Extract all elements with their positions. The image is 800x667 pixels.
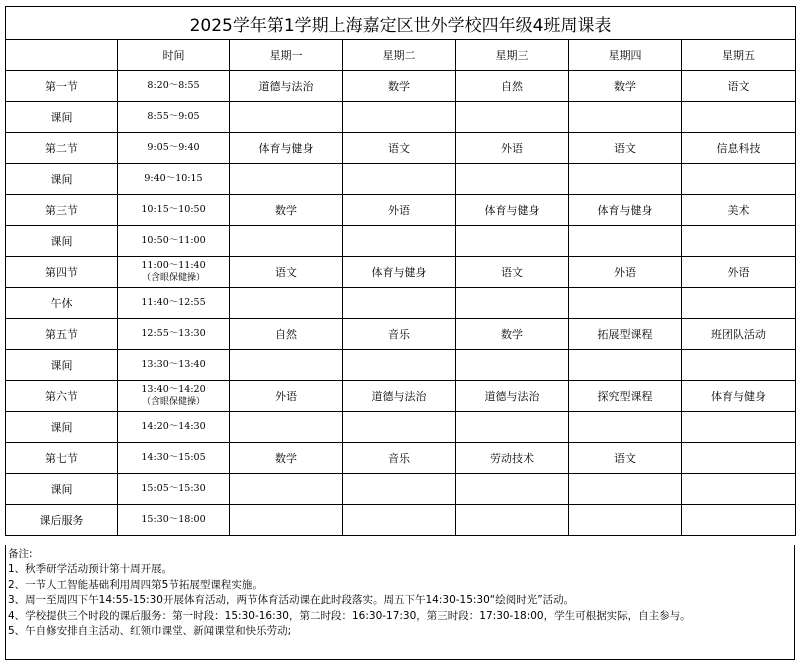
subject-cell: 外语 [682, 257, 796, 288]
period-label: 课后服务 [6, 505, 118, 536]
header-friday: 星期五 [682, 40, 796, 71]
subject-cell [343, 226, 456, 257]
period-time-text: 9:40～10:15 [144, 173, 203, 184]
header-tuesday: 星期二 [343, 40, 456, 71]
table-row [6, 288, 796, 319]
subject-cell: 体育与健身 [569, 195, 682, 226]
subject-cell [456, 350, 569, 381]
subject-cell [456, 288, 569, 319]
period-label: 课间 [6, 226, 118, 257]
subject-cell [343, 102, 456, 133]
period-label: 课间 [6, 412, 118, 443]
subject-cell [569, 288, 682, 319]
period-time [118, 102, 230, 133]
period-time-text: 8:55～9:05 [147, 111, 200, 122]
timetable-sheet [5, 6, 795, 536]
period-time-note: （含眼保健操） [141, 397, 205, 407]
period-label: 第二节 [6, 133, 118, 164]
period-time-text: 10:50～11:00 [141, 235, 206, 246]
subject-cell [230, 505, 343, 536]
period-time [118, 350, 230, 381]
subject-cell: 音乐 [343, 319, 456, 350]
table-row [6, 412, 796, 443]
subject-cell [230, 350, 343, 381]
period-time-text: 15:05～15:30 [141, 483, 206, 494]
header-corner [6, 40, 118, 71]
period-time [118, 412, 230, 443]
subject-cell [456, 102, 569, 133]
period-label: 第五节 [6, 319, 118, 350]
subject-cell: 数学 [569, 71, 682, 102]
period-time [118, 443, 230, 474]
subject-cell [569, 226, 682, 257]
subject-cell: 语文 [682, 71, 796, 102]
period-label: 午休 [6, 288, 118, 319]
period-time [118, 288, 230, 319]
timetable-body [6, 71, 796, 536]
subject-cell [682, 412, 796, 443]
period-time [118, 195, 230, 226]
subject-cell: 数学 [230, 195, 343, 226]
subject-cell [682, 102, 796, 133]
subject-cell: 外语 [343, 195, 456, 226]
subject-cell: 探究型课程 [569, 381, 682, 412]
subject-cell: 语文 [230, 257, 343, 288]
table-row [6, 319, 796, 350]
subject-cell [230, 102, 343, 133]
table-row [6, 257, 796, 288]
subject-cell: 班团队活动 [682, 319, 796, 350]
table-row [6, 443, 796, 474]
subject-cell [682, 474, 796, 505]
period-time-text: 14:30～15:05 [141, 452, 206, 463]
subject-cell [456, 412, 569, 443]
table-row [6, 350, 796, 381]
period-time-text: 11:40～12:55 [141, 297, 206, 308]
header-row [6, 40, 796, 71]
header-monday: 星期一 [230, 40, 343, 71]
period-time-text: 11:00～11:40 [141, 260, 206, 271]
note-item: 2、一节人工智能基础利用周四第5节拓展型课程实施。 [8, 578, 263, 591]
subject-cell [343, 412, 456, 443]
subject-cell [230, 474, 343, 505]
subject-cell: 道德与法治 [456, 381, 569, 412]
subject-cell [456, 226, 569, 257]
subject-cell [569, 412, 682, 443]
header-thursday: 星期四 [569, 40, 682, 71]
subject-cell: 数学 [456, 319, 569, 350]
period-time-text: 12:55～13:30 [141, 328, 206, 339]
period-time [118, 474, 230, 505]
table-row [6, 133, 796, 164]
subject-cell: 外语 [456, 133, 569, 164]
subject-cell: 道德与法治 [230, 71, 343, 102]
timetable [5, 6, 796, 536]
subject-cell [343, 505, 456, 536]
subject-cell: 美术 [682, 195, 796, 226]
period-time-text: 14:20～14:30 [141, 421, 206, 432]
period-label: 第六节 [6, 381, 118, 412]
subject-cell: 数学 [343, 71, 456, 102]
subject-cell [569, 102, 682, 133]
period-label: 课间 [6, 474, 118, 505]
notes-section [5, 545, 795, 660]
subject-cell [682, 350, 796, 381]
period-time [118, 319, 230, 350]
period-time-text: 13:40～14:20 [141, 384, 206, 395]
subject-cell: 语文 [569, 133, 682, 164]
subject-cell [682, 288, 796, 319]
subject-cell [343, 474, 456, 505]
subject-cell: 拓展型课程 [569, 319, 682, 350]
subject-cell [682, 443, 796, 474]
note-item: 3、周一至周四下午14:55-15:30开展体育活动，两节体育活动课在此时段落实。周五下午14:30-15:30“绘阅时光”活动。 [8, 594, 575, 607]
subject-cell: 信息科技 [682, 133, 796, 164]
subject-cell: 体育与健身 [682, 381, 796, 412]
period-time [118, 164, 230, 195]
note-item: 5、午自修安排自主活动、红领巾课堂、新闻课堂和快乐劳动; [8, 625, 292, 638]
period-label: 课间 [6, 164, 118, 195]
period-time-note: （含眼保健操） [141, 273, 205, 283]
subject-cell: 道德与法治 [343, 381, 456, 412]
table-row [6, 195, 796, 226]
table-row [6, 102, 796, 133]
subject-cell: 语文 [343, 133, 456, 164]
period-time-text: 15:30～18:00 [141, 514, 206, 525]
period-time [118, 257, 230, 288]
subject-cell [456, 474, 569, 505]
subject-cell: 体育与健身 [456, 195, 569, 226]
period-time [118, 226, 230, 257]
period-time [118, 381, 230, 412]
subject-cell: 外语 [230, 381, 343, 412]
subject-cell [343, 350, 456, 381]
subject-cell [230, 226, 343, 257]
subject-cell [343, 164, 456, 195]
subject-cell [682, 164, 796, 195]
period-time [118, 71, 230, 102]
subject-cell [569, 350, 682, 381]
subject-cell [230, 288, 343, 319]
subject-cell: 语文 [456, 257, 569, 288]
table-row [6, 71, 796, 102]
page-title: 2025学年第1学期上海嘉定区世外学校四年级4班周课表 [6, 7, 796, 40]
period-time-text: 10:15～10:50 [141, 204, 206, 215]
table-row [6, 474, 796, 505]
period-label: 第四节 [6, 257, 118, 288]
subject-cell: 数学 [230, 443, 343, 474]
subject-cell [456, 505, 569, 536]
period-time-text: 9:05～9:40 [147, 142, 200, 153]
subject-cell [569, 164, 682, 195]
subject-cell [230, 164, 343, 195]
period-time-text: 13:30～13:40 [141, 359, 206, 370]
subject-cell: 体育与健身 [230, 133, 343, 164]
subject-cell [230, 412, 343, 443]
period-label: 课间 [6, 102, 118, 133]
period-label: 第三节 [6, 195, 118, 226]
subject-cell: 音乐 [343, 443, 456, 474]
subject-cell [456, 164, 569, 195]
period-label: 第七节 [6, 443, 118, 474]
subject-cell: 自然 [230, 319, 343, 350]
table-row [6, 381, 796, 412]
subject-cell: 自然 [456, 71, 569, 102]
period-label: 课间 [6, 350, 118, 381]
period-time-text: 8:20～8:55 [147, 80, 200, 91]
subject-cell [682, 226, 796, 257]
period-time [118, 505, 230, 536]
note-item: 1、秋季研学活动预计第十周开展。 [8, 563, 173, 576]
period-time [118, 133, 230, 164]
table-row [6, 226, 796, 257]
subject-cell: 语文 [569, 443, 682, 474]
subject-cell [569, 474, 682, 505]
subject-cell: 体育与健身 [343, 257, 456, 288]
subject-cell: 劳动技术 [456, 443, 569, 474]
table-row [6, 164, 796, 195]
period-label: 第一节 [6, 71, 118, 102]
header-wednesday: 星期三 [456, 40, 569, 71]
subject-cell: 外语 [569, 257, 682, 288]
subject-cell [343, 288, 456, 319]
notes-heading: 备注: [8, 548, 33, 560]
subject-cell [682, 505, 796, 536]
note-item: 4、学校提供三个时段的课后服务：第一时段：15:30-16:30，第二时段：16:30-17:30，第三时段：17:30-18:00，学生可根据实际，自主参与。 [8, 609, 691, 622]
table-row [6, 505, 796, 536]
header-time: 时间 [118, 40, 230, 71]
subject-cell [569, 505, 682, 536]
